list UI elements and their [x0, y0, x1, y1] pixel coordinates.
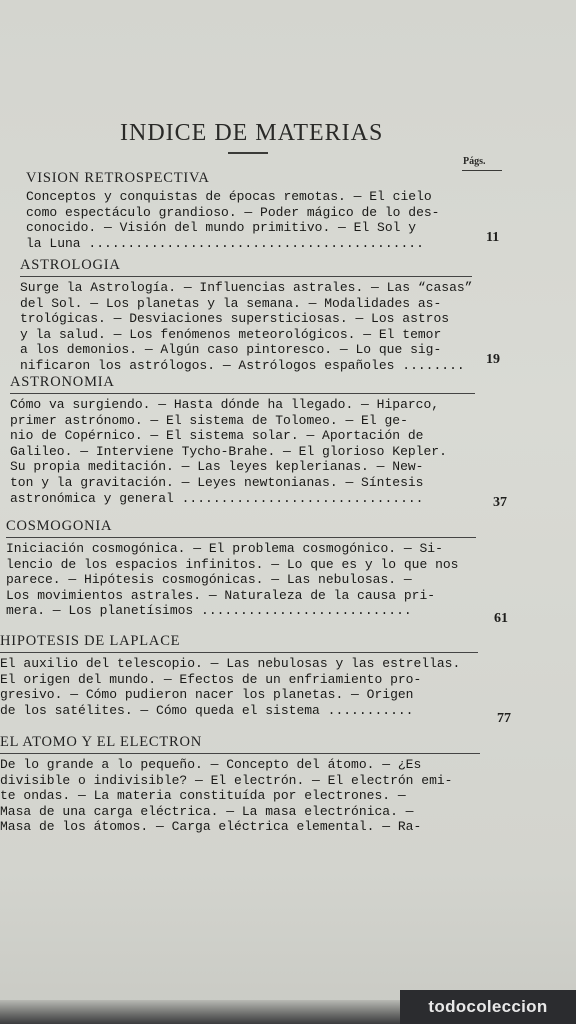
section-text-line: te ondas. — La materia constituída por electrones. — — [0, 788, 406, 804]
section-text-line: parece. — Hipótesis cosmogónicas. — Las nebulosas. — — [6, 572, 412, 588]
section-text-line: Su propia meditación. — Las leyes keplerianas. — New- — [10, 459, 424, 475]
section-text-line: astronómica y general ............................... — [10, 490, 424, 506]
section-heading-rule — [6, 537, 476, 538]
section-text-line: gresivo. — Cómo pudieron nacer los planetas. — Origen — [0, 687, 414, 703]
section-text-line: mera. — Los planetísimos ........................... — [6, 603, 412, 619]
section-text-line: a los demonios. — Algún caso pintoresco. — Lo que sig- — [20, 342, 442, 358]
section-heading-rule — [0, 652, 478, 653]
section-text-line: ton y la gravitación. — Leyes newtonianas. — Síntesis — [10, 474, 424, 490]
section-text-line: divisible o indivisible? — El electrón. — El electrón emi- — [0, 772, 453, 788]
page-title: INDICE DE MATERIAS — [120, 120, 384, 146]
section-text-line: Cómo va surgiendo. — Hasta dónde ha llegado. — Hiparco, — [10, 397, 440, 412]
section-page-number: 61 — [494, 611, 508, 626]
section-text-line: De lo grande a lo pequeño. — Concepto del átomo. — ¿Es — [0, 757, 422, 772]
section-text-line: de los satélites. — Cómo queda el sistema ........... — [0, 702, 414, 718]
section-heading: HIPOTESIS DE LAPLACE — [0, 633, 181, 649]
section-text-line: nio de Copérnico. — El sistema solar. — Aportación de — [10, 428, 424, 444]
toc-section-vision-retrospectiva — [26, 170, 471, 251]
toc-section-el-atomo-y-el-electron — [0, 734, 480, 835]
section-text-line: lencio de los espacios infinitos. — Lo que es y lo que nos — [6, 556, 459, 572]
section-text-line: trológicas. — Desviaciones supersticiosas. — Los astros — [20, 311, 450, 327]
section-text-line: como espectáculo grandioso. — Poder mágico de lo des- — [26, 204, 440, 220]
section-heading-rule — [20, 276, 472, 277]
section-text-line: primer astrónomo. — El sistema de Tolomeo. — El ge- — [10, 412, 408, 428]
section-text-line: Iniciación cosmogónica. — El problema cosmogónico. — Si- — [6, 541, 443, 556]
pages-column-label: Págs. — [463, 156, 486, 167]
section-page-number: 77 — [497, 711, 511, 726]
section-page-number: 19 — [486, 352, 500, 367]
section-text-line: la Luna ........................................... — [26, 235, 424, 251]
toc-section-astronomia — [10, 374, 475, 506]
section-heading: VISION RETROSPECTIVA — [26, 170, 210, 186]
section-text-line: nificaron los astrólogos. — Astrólogos españoles ........ — [20, 357, 465, 373]
section-text-line: Masa de los átomos. — Carga eléctrica elemental. — Ra- — [0, 819, 422, 835]
section-heading: ASTRONOMIA — [10, 374, 115, 390]
section-text-line: Galileo. — Interviene Tycho-Brahe. — El glorioso Kepler. — [10, 443, 447, 459]
section-text-line: El origen del mundo. — Efectos de un enfriamiento pro- — [0, 671, 422, 687]
toc-section-hipotesis-de-laplace — [0, 633, 478, 718]
section-page-number: 37 — [493, 495, 507, 510]
toc-section-cosmogonia — [6, 518, 476, 619]
section-text-line: Surge la Astrología. — Influencias astrales. — Las “casas” — [20, 280, 473, 295]
section-page-number: 11 — [486, 230, 500, 245]
section-heading: EL ATOMO Y EL ELECTRON — [0, 734, 203, 750]
toc-section-astrologia — [20, 257, 472, 374]
section-text-line: Masa de una carga eléctrica. — La masa electrónica. — — [0, 803, 414, 819]
section-text-line: Los movimientos astrales. — Naturaleza de la causa pri- — [6, 587, 436, 603]
title-rule — [228, 152, 268, 154]
section-text-line: y la salud. — Los fenómenos meteorológicos. — El temor — [20, 326, 442, 342]
section-heading: COSMOGONIA — [6, 518, 113, 534]
section-text-line: del Sol. — Los planetas y la semana. — Modalidades as- — [20, 295, 442, 311]
watermark: todocoleccion — [400, 990, 576, 1024]
section-text-line: El auxilio del telescopio. — Las nebulosas y las estrellas. — [0, 656, 461, 671]
section-text-line: Conceptos y conquistas de épocas remotas. — El cielo — [26, 189, 432, 204]
section-heading-rule — [0, 753, 480, 754]
section-heading: ASTROLOGIA — [20, 257, 121, 273]
section-heading-rule — [10, 393, 475, 394]
section-text-line: conocido. — Visión del mundo primitivo. — El Sol y — [26, 220, 417, 236]
